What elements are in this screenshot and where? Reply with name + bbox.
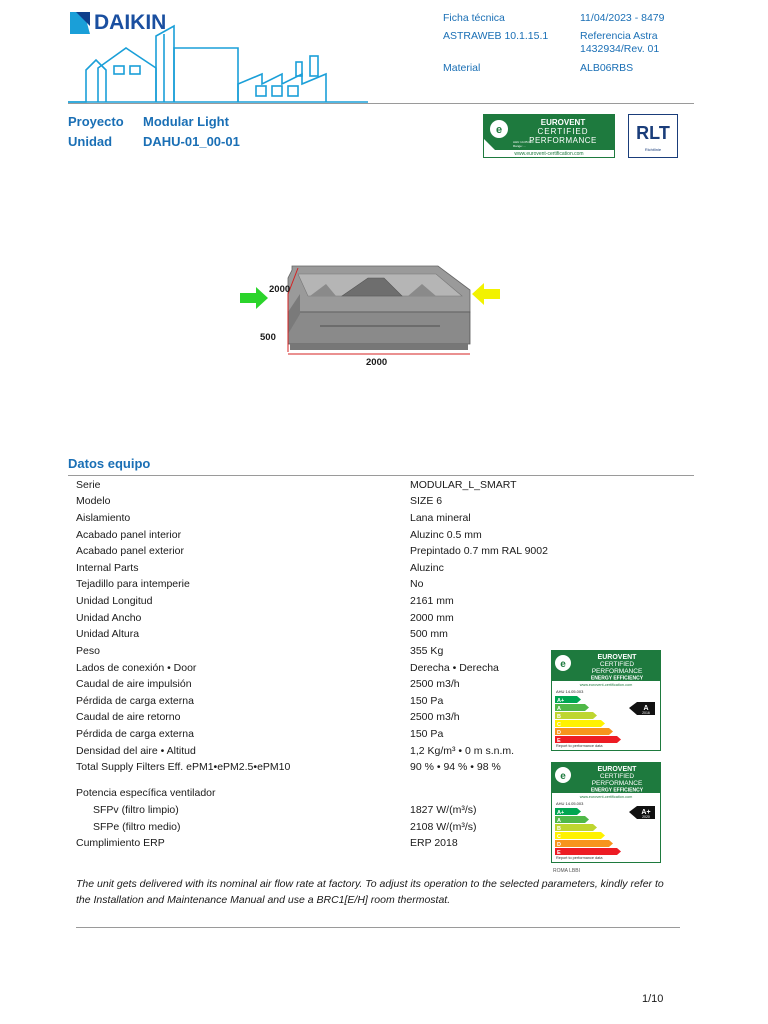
table-row xyxy=(76,693,556,709)
energy-class-letter: A xyxy=(557,705,561,712)
energy-title-line2: CERTIFIED xyxy=(599,773,635,780)
energy-class-letter: B xyxy=(557,713,561,720)
energy-grade: A xyxy=(643,705,649,712)
energy-class-bar xyxy=(555,824,597,831)
table-row xyxy=(76,576,556,592)
dimension-depth: 2000 xyxy=(269,284,291,295)
delivery-note: The unit gets delivered with its nominal air flow rate at factory. To adjust its operation to the selected parameters, kindly refer to the Installation and Maintenance Manual and use a BRC1[E/H] room thermostat. xyxy=(76,878,664,906)
table-row xyxy=(76,610,556,626)
energy-class-letter: E xyxy=(557,737,561,744)
table-row xyxy=(76,593,556,609)
energy-class-letter: A+ xyxy=(557,809,565,816)
row-label: Acabado panel interior xyxy=(76,529,182,541)
eurovent-line2: CERTIFIED xyxy=(537,127,589,136)
row-value: 90 % • 94 % • 98 % xyxy=(410,761,501,773)
table-row xyxy=(76,819,556,835)
energy-footer: Report to performance data xyxy=(556,856,603,860)
row-value: 2000 mm xyxy=(410,612,454,624)
header-divider xyxy=(68,103,694,104)
material-value: ALB06RBS xyxy=(580,62,634,74)
energy-year: 2016 xyxy=(642,711,650,715)
row-value: SIZE 6 xyxy=(410,495,443,507)
proyecto-value: Modular Light xyxy=(143,114,229,129)
row-label: Caudal de aire retorno xyxy=(76,711,181,723)
table-row xyxy=(76,802,556,818)
table-row xyxy=(76,660,556,676)
row-value: Prepintado 0.7 mm RAL 9002 xyxy=(410,545,548,557)
energy-title-line2: CERTIFIED xyxy=(599,661,635,668)
energy-class-letter: E xyxy=(557,849,561,856)
dimension-width: 2000 xyxy=(366,357,388,368)
datos-equipo-title: Datos equipo xyxy=(68,456,151,471)
energy-title-line3: PERFORMANCE xyxy=(591,780,643,787)
energy-class-letter: C xyxy=(557,721,561,728)
row-label: Acabado panel exterior xyxy=(76,545,184,557)
table-row xyxy=(76,759,556,775)
table-row xyxy=(76,643,556,659)
energy-ahu-code: AHU 14.05.003 xyxy=(556,801,584,806)
energy-year: 2020 xyxy=(642,815,650,819)
table-row xyxy=(76,835,556,851)
energy-class-letter: A+ xyxy=(557,697,565,704)
energy-class-letter: A xyxy=(557,817,561,824)
row-value: Derecha • Derecha xyxy=(410,662,499,674)
energy-title-line1: EUROVENT xyxy=(597,766,637,773)
row-label: SFPv (filtro limpio) xyxy=(93,804,179,816)
row-label: Peso xyxy=(76,645,100,657)
svg-text:e: e xyxy=(560,771,566,782)
datos-divider xyxy=(68,475,694,476)
row-label: Total Supply Filters Eff. ePM1•ePM2.5•ePM10 xyxy=(76,761,291,773)
row-label: Pérdida de carga externa xyxy=(76,728,194,740)
row-label: Unidad Altura xyxy=(76,628,140,640)
footer-divider xyxy=(76,927,680,928)
row-label: Lados de conexión • Door xyxy=(76,662,197,674)
unidad-value: DAHU-01_00-01 xyxy=(143,134,240,149)
row-label: SFPe (filtro medio) xyxy=(93,821,181,833)
energy-class-bar xyxy=(555,712,597,719)
row-label: Potencia específica ventilador xyxy=(76,787,216,799)
table-row xyxy=(76,709,556,725)
row-label: Tejadillo para intemperie xyxy=(76,578,190,590)
table-row xyxy=(76,510,556,526)
eurovent-line1: EUROVENT xyxy=(540,118,586,127)
table-row xyxy=(76,726,556,742)
table-row xyxy=(76,676,556,692)
energy-title-line3: PERFORMANCE xyxy=(591,668,643,675)
energy-class-letter: D xyxy=(557,841,561,848)
row-value: 2108 W/(m³/s) xyxy=(410,821,477,833)
dimension-height: 500 xyxy=(260,332,276,343)
svg-text:e: e xyxy=(495,124,503,136)
energy-class-bar xyxy=(555,832,605,839)
energy-title-line4: ENERGY EFFICIENCY xyxy=(590,675,644,682)
svg-text:e: e xyxy=(560,659,566,670)
table-row xyxy=(76,543,556,559)
row-value: 150 Pa xyxy=(410,695,444,707)
eurovent-small2: Range: ... xyxy=(513,144,527,148)
table-row xyxy=(76,743,556,759)
rlt-badge xyxy=(628,114,678,158)
row-value: 1827 W/(m³/s) xyxy=(410,804,477,816)
date-code: 11/04/2023 - 8479 xyxy=(580,12,665,24)
energy-class-bar xyxy=(555,720,605,727)
energy-efficiency-label-2020 xyxy=(551,762,661,863)
table-row xyxy=(76,785,556,801)
row-value: Aluzinc 0.5 mm xyxy=(410,529,482,541)
eurovent-certified-badge xyxy=(483,114,615,158)
energy-efficiency-label-2016 xyxy=(551,650,661,751)
unidad-label: Unidad xyxy=(68,134,113,149)
rlt-text: RLT xyxy=(636,123,670,143)
brand-text: DAIKIN xyxy=(94,11,167,34)
energy-url: www.eurovent-certification.com xyxy=(579,683,633,687)
reference-value: 1432934/Rev. 01 xyxy=(580,43,660,55)
tiny-mark: ROMA LBBI xyxy=(553,868,580,874)
energy-title-line1: EUROVENT xyxy=(597,654,637,661)
eurovent-url: www.eurovent-certification.com xyxy=(514,151,584,157)
page-number: 1/10 xyxy=(642,993,664,1005)
energy-title-line4: ENERGY EFFICIENCY xyxy=(590,787,644,794)
row-label: Densidad del aire • Altitud xyxy=(76,745,196,757)
table-row xyxy=(76,477,556,493)
row-value: Aluzinc xyxy=(410,562,444,574)
energy-class-bar xyxy=(555,840,613,847)
row-value: No xyxy=(410,578,424,590)
ficha-label: Ficha técnica xyxy=(443,12,505,24)
energy-class-letter: D xyxy=(557,729,561,736)
row-label: Unidad Ancho xyxy=(76,612,142,624)
row-label: Unidad Longitud xyxy=(76,595,153,607)
row-value: 355 Kg xyxy=(410,645,444,657)
row-value: ERP 2018 xyxy=(410,837,458,849)
row-label: Aislamiento xyxy=(76,512,131,524)
energy-class-bar xyxy=(555,728,613,735)
table-row xyxy=(76,626,556,642)
proyecto-label: Proyecto xyxy=(68,114,124,129)
energy-footer: Report to performance data xyxy=(556,744,603,748)
energy-class-bar xyxy=(555,848,621,855)
row-value: MODULAR_L_SMART xyxy=(410,479,517,491)
energy-class-letter: C xyxy=(557,833,561,840)
row-value: 2161 mm xyxy=(410,595,454,607)
row-value: Lana mineral xyxy=(410,512,471,524)
energy-grade: A+ xyxy=(641,809,651,816)
rlt-small: Richtlinie xyxy=(644,147,662,152)
table-row xyxy=(76,560,556,576)
energy-ahu-code: AHU 14.05.003 xyxy=(556,689,584,694)
row-label: Modelo xyxy=(76,495,111,507)
energy-class-bar xyxy=(555,736,621,743)
row-value: 500 mm xyxy=(410,628,448,640)
energy-url: www.eurovent-certification.com xyxy=(579,795,633,799)
table-row xyxy=(76,493,556,509)
material-label: Material xyxy=(443,62,481,74)
row-label: Internal Parts xyxy=(76,562,139,574)
row-value: 1,2 Kg/m³ • 0 m s.n.m. xyxy=(410,745,515,757)
eurovent-line3: PERFORMANCE xyxy=(529,136,597,145)
unit-drawing xyxy=(240,260,530,380)
row-label: Cumplimiento ERP xyxy=(76,837,165,849)
version-label: ASTRAWEB 10.1.15.1 xyxy=(443,30,549,42)
row-label: Serie xyxy=(76,479,101,491)
row-label: Pérdida de carga externa xyxy=(76,695,194,707)
energy-class-letter: B xyxy=(557,825,561,832)
eurovent-small1: AHU 14.05.003 xyxy=(513,140,534,144)
reference-label: Referencia Astra xyxy=(580,30,658,42)
row-value: 2500 m3/h xyxy=(410,678,460,690)
daikin-logo xyxy=(68,8,368,104)
table-row xyxy=(76,527,556,543)
row-label: Caudal de aire impulsión xyxy=(76,678,192,690)
row-value: 150 Pa xyxy=(410,728,444,740)
row-value: 2500 m3/h xyxy=(410,711,460,723)
